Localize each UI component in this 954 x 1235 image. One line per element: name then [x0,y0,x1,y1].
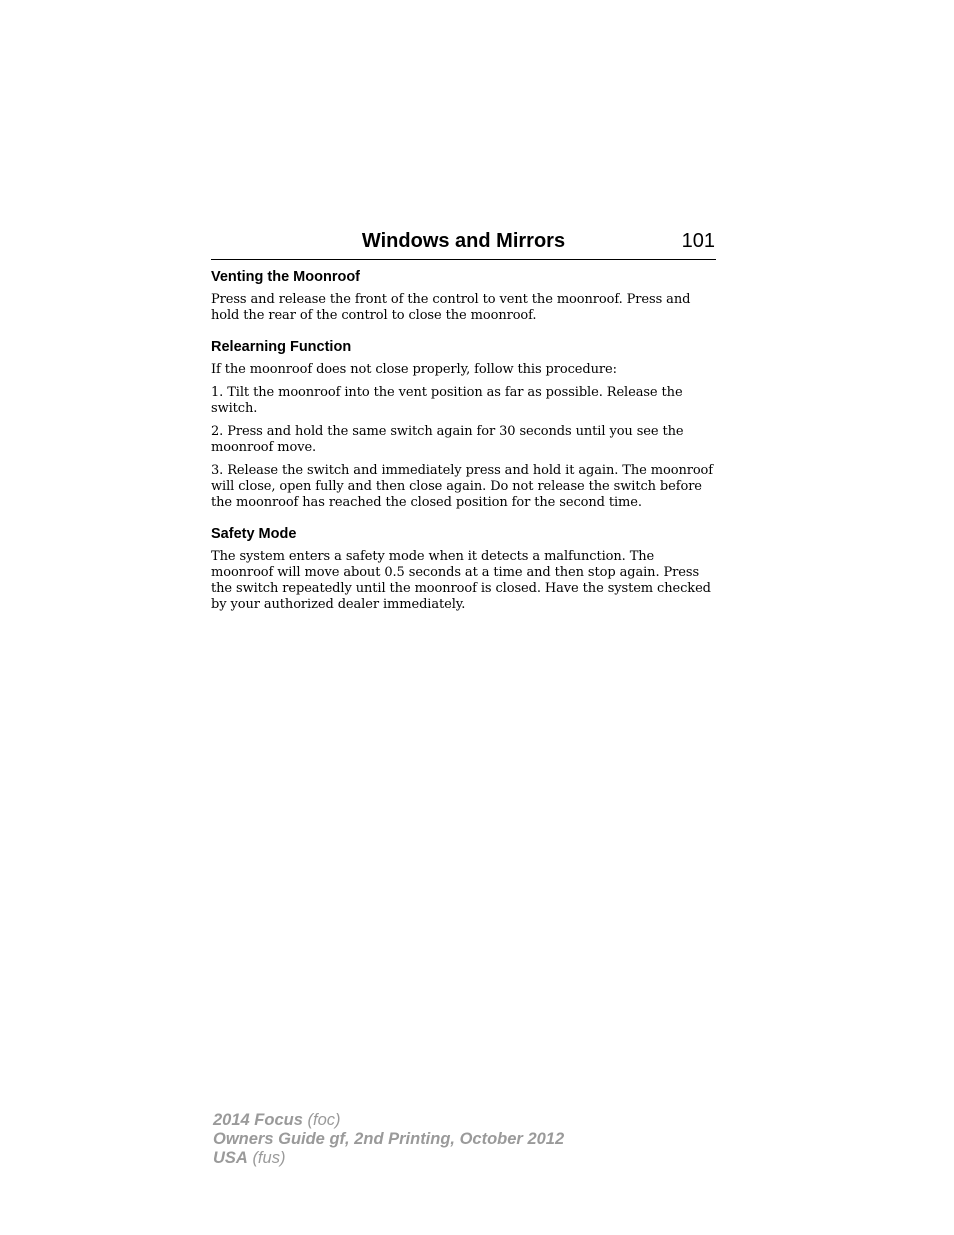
chapter-title: Windows and Mirrors [361,230,566,252]
paragraph: The system enters a safety mode when it detects a malfunction. The moonroof will move about 0.5 seconds at a time and then stop again. Press the switch repeatedly until the moonroof is closed. Have the system checked by your authorized dealer immediately. [211,549,711,612]
page-footer [213,1111,564,1168]
section-venting [211,268,716,324]
list-item: 3. Release the switch and immediately press and hold it again. The moonroof will close, open fully and then close again. Do not release the switch before the moonroof has reached the closed position for the second time. [211,463,713,510]
paragraph: Press and release the front of the control to vent the moonroof. Press and hold the rear of the control to close the moonroof. [211,292,691,323]
section-relearning [211,338,716,511]
footer-model-code: (foc) [307,1111,341,1129]
paragraph: If the moonroof does not close properly, follow this procedure: [211,362,617,377]
list-item: 1. Tilt the moonroof into the vent position as far as possible. Release the switch. [211,385,683,416]
footer-model: 2014 Focus [213,1111,303,1129]
footer-line-1 [213,1111,564,1130]
section-safety-mode [211,525,716,613]
list-item: 2. Press and hold the same switch again for 30 seconds until you see the moonroof move. [211,424,684,455]
section-heading: Venting the Moonroof [211,269,361,285]
footer-market-code: (fus) [252,1149,286,1167]
page-number: 101 [681,230,715,252]
section-heading: Safety Mode [211,526,297,542]
page-content [211,268,716,620]
page-header [211,228,716,260]
section-heading: Relearning Function [211,339,352,355]
footer-market: USA [213,1149,248,1167]
footer-line-2: Owners Guide gf, 2nd Printing, October 2012 [213,1130,565,1148]
footer-line-3 [213,1149,564,1168]
